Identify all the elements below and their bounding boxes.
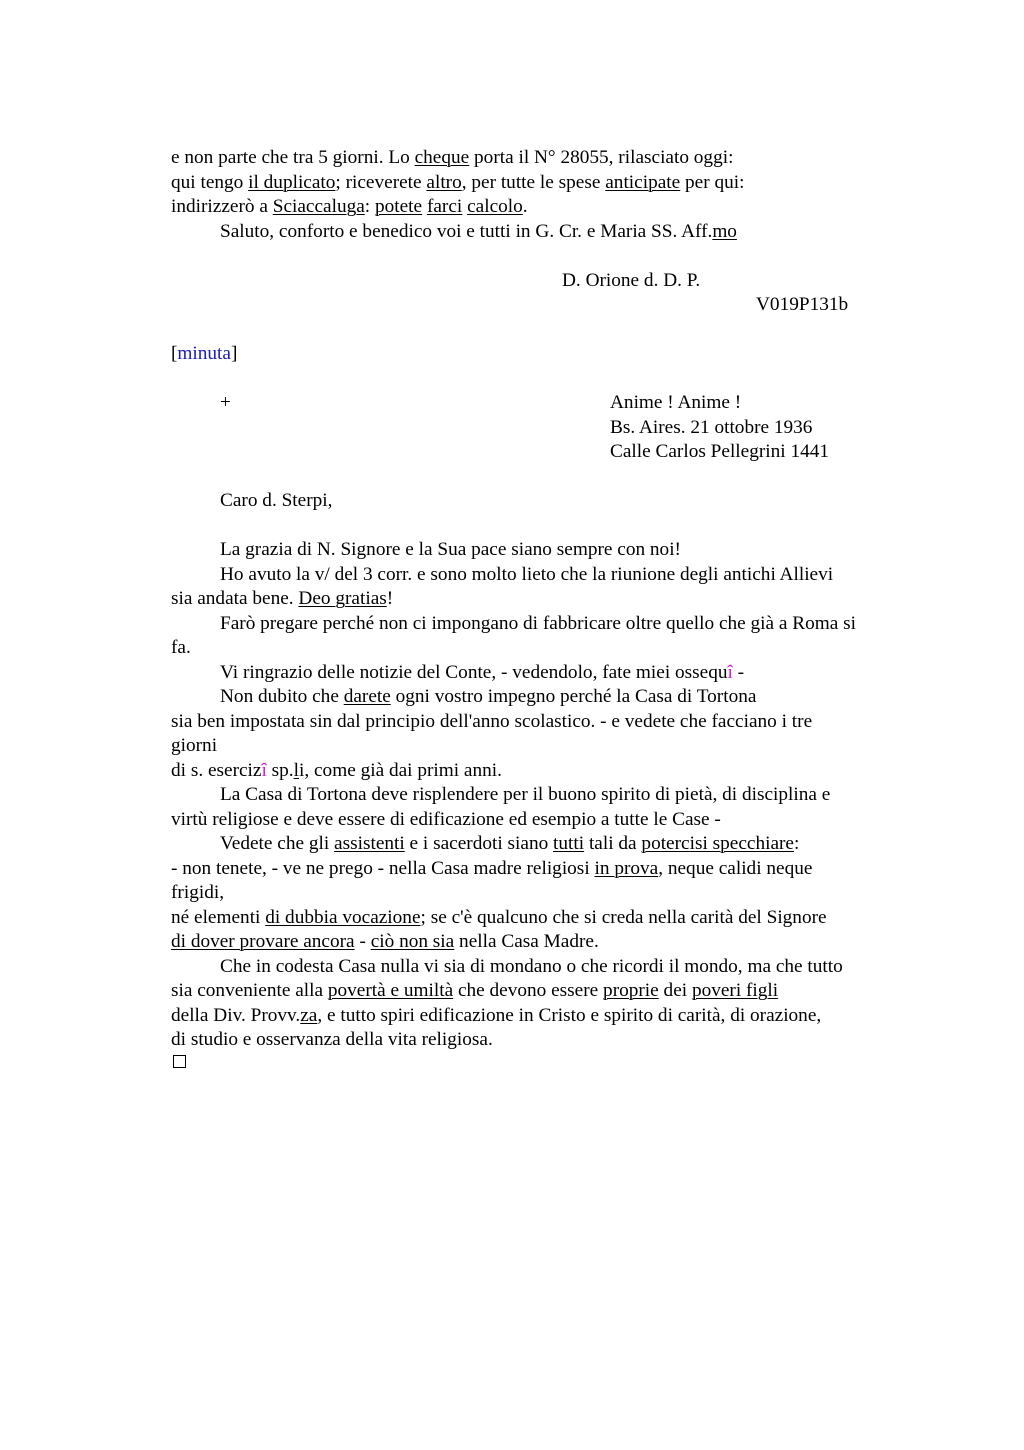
text-line [171,146,733,170]
underlined-word: tutti [553,833,585,854]
text-run: di s. eserciz [171,759,262,781]
underlined-word: povertà e umiltà [327,980,454,1001]
text-run: tali da [584,833,642,854]
minuta-label [171,342,237,366]
text-run: , e tutto spiri edificazione in Cristo e spirito di carità, di orazione, [317,1004,822,1026]
text-line: frigidi, [171,882,225,903]
text-line [220,685,756,709]
text-line: fa. [171,637,191,658]
underlined-word: farci [426,196,463,217]
underlined-word: anticipate [605,171,681,193]
text-run: porta il N° 28055, rilasciato oggi: [469,147,734,168]
text-line [171,930,599,954]
underlined-word: in prova [594,857,659,879]
text-run: ogni vostro impegno perché la Casa di Tortona [390,686,757,707]
checkbox-square-icon [173,1055,186,1068]
text-run: , neque calidi neque [658,857,813,879]
bracket: [ [171,343,178,364]
text-line: sia ben impostata sin dal principio dell'anno scolastico. - e vedete che facciano i tre [171,710,813,732]
minuta-tag: minuta [177,343,231,364]
underlined-word: l [293,759,299,781]
text-line: di studio e osservanza della vita religiosa. [171,1029,493,1050]
text-run: i, come già dai primi anni. [299,759,502,781]
text-line: La Casa di Tortona deve risplendere per il buono spirito di pietà, di disciplina e [220,784,831,805]
text-run: qui tengo [171,171,249,193]
text-run: sia conveniente alla [171,980,328,1001]
text-run: della Div. Provv. [171,1004,301,1026]
underlined-word: poveri figli [691,980,779,1001]
text-line [220,661,744,685]
header-address: Calle Carlos Pellegrini 1441 [610,441,830,462]
text-line [171,979,778,1003]
text-line [171,171,744,195]
text-run: sp. [266,759,294,781]
text-line: giorni [171,735,218,756]
text-run: Vi ringrazio delle notizie del Conte, - vedendolo, fate miei ossequ [220,661,728,683]
text-run: Vedete che gli [220,833,335,854]
underlined-word: darete [343,686,391,707]
text-run: ; se c'è qualcuno che si creda nella carità del Signore [420,906,827,928]
salutation: Caro d. Sterpi, [220,490,333,511]
text-line [171,759,502,783]
text-line [220,832,799,856]
text-run: Non dubito che [220,686,344,707]
text-run: né elementi [171,906,266,928]
underlined-word: di dover provare ancora [171,931,355,952]
header-motto: Anime ! Anime ! [610,392,742,413]
text-line: Farò pregare perché non ci impongano di fabbricare oltre quello che già a Roma si [220,612,857,634]
underlined-word: il duplicato [248,171,336,193]
accent-char: î [261,759,267,781]
bracket: ] [230,343,238,364]
text-line: Che in codesta Casa nulla vi sia di mondano o che ricordi il mondo, ma che tutto [220,955,843,977]
text-run: ! [386,588,394,609]
text-line: virtù religiose e deve essere di edificazione ed esempio a tutte le Case - [171,808,721,830]
underlined-word: assistenti [334,833,405,854]
underlined-word: Sciaccaluga [272,196,365,217]
accent-char: î [727,661,733,683]
text-run: - [354,931,371,952]
text-line: La grazia di N. Signore e la Sua pace siano sempre con noi! [220,539,681,560]
text-run: - [732,661,745,683]
text-run: . [522,196,528,217]
text-run: : [794,833,800,854]
text-line: Ho avuto la v/ del 3 corr. e sono molto lieto che la riunione degli antichi Allievi [220,563,834,585]
underlined-word: altro [426,171,462,193]
document-code: V019P131b [756,294,849,315]
underlined-word: potercisi specchiare [641,833,794,854]
underlined-word: potete [374,196,423,217]
text-run: nella Casa Madre. [454,931,599,952]
header-place-date: Bs. Aires. 21 ottobre 1936 [610,416,813,438]
text-line [171,857,812,881]
cross-symbol: + [220,392,231,413]
text-run: che devono essere [453,980,604,1001]
underlined-word: Deo gratias [298,588,387,609]
text-run: dei [658,980,692,1001]
signature: D. Orione d. D. P. [562,269,701,291]
text-run: indirizzerò a [171,196,273,217]
text-line [171,1004,821,1028]
text-run: sia andata bene. [171,588,299,609]
underlined-word: mo [712,220,737,242]
text-run: - non tenete, - ve ne prego - nella Casa madre religiosi [171,857,595,879]
underlined-word: calcolo [467,196,523,217]
underlined-word: di dubbia vocazione [265,906,421,928]
text-line [171,587,393,611]
text-run: : [364,196,375,217]
underlined-word: za [300,1004,318,1026]
text-line [171,906,827,930]
underlined-word: proprie [603,980,659,1001]
underlined-word: ciò non sia [370,931,455,952]
text-line [171,195,528,219]
text-run: e non parte che tra 5 giorni. Lo [171,147,415,168]
text-run: per qui: [680,171,745,193]
text-run: e i sacerdoti siano [404,833,554,854]
text-run: , per tutte le spese [461,171,606,193]
text-line [220,220,737,244]
text-run: Saluto, conforto e benedico voi e tutti in G. Cr. e Maria SS. Aff. [220,220,713,242]
underlined-word: cheque [414,147,470,168]
text-run: ; riceverete [335,171,427,193]
